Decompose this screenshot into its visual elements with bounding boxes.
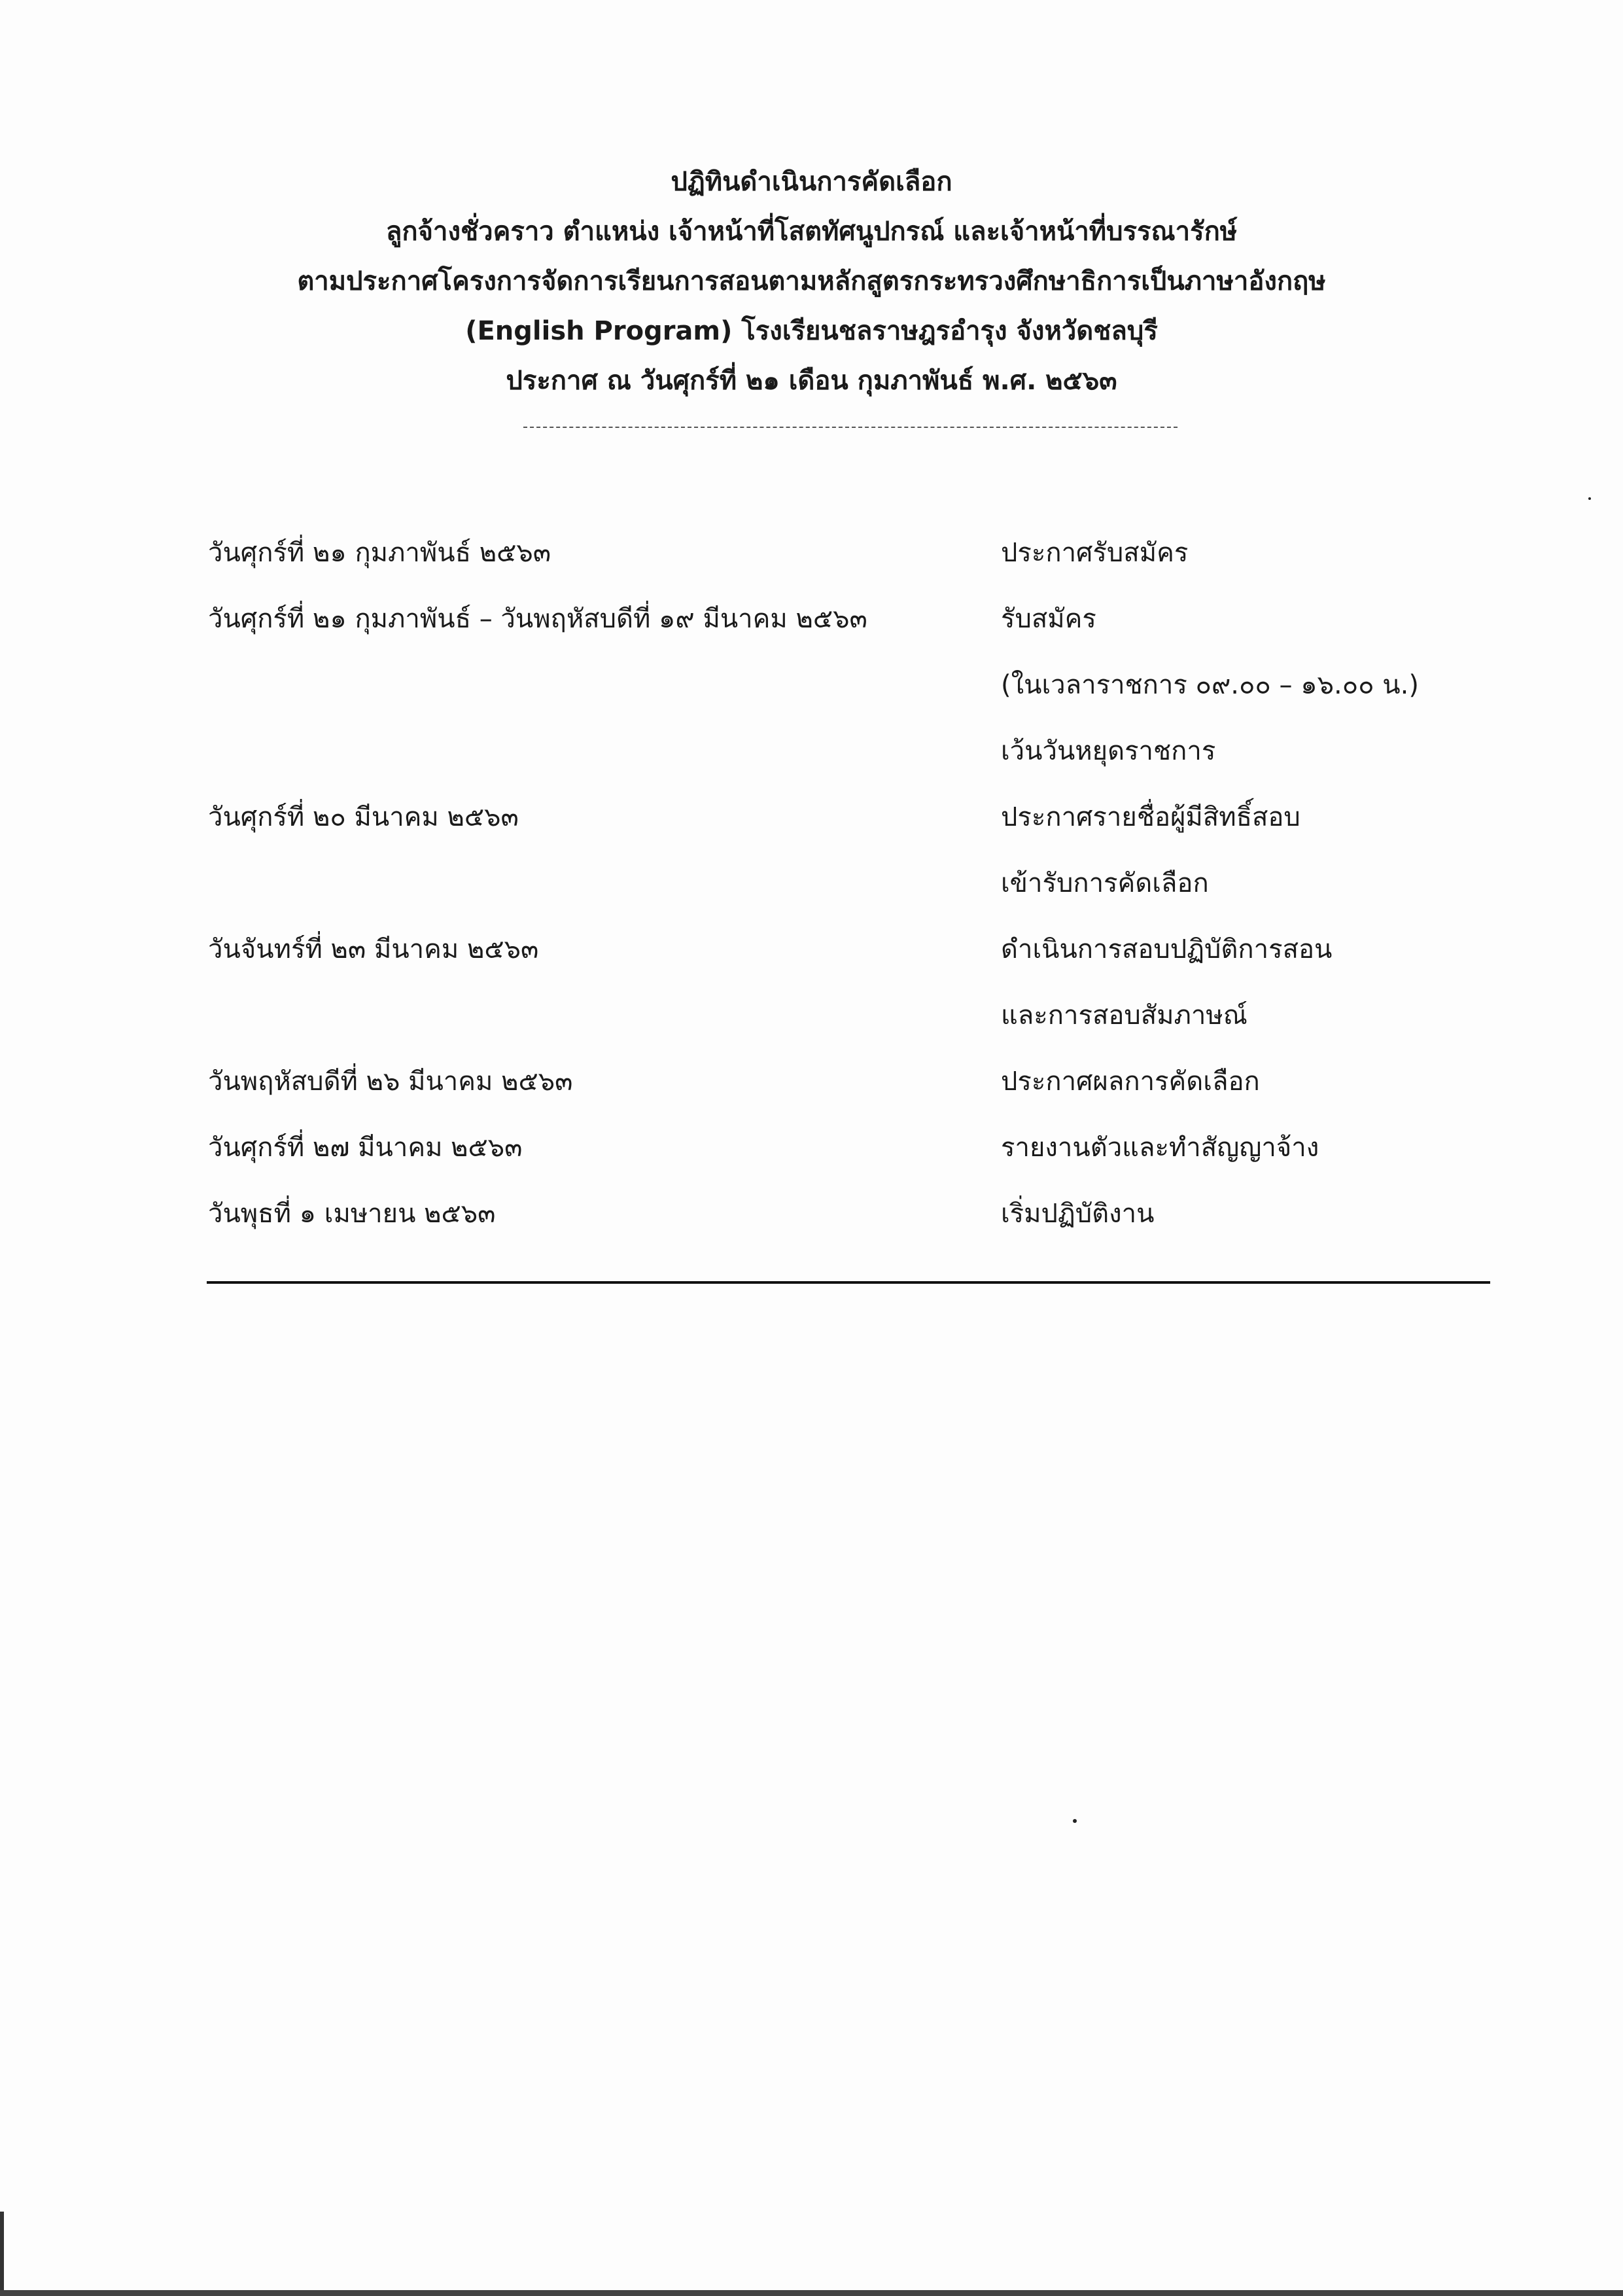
header-announcement: ตามประกาศโครงการจัดการเรียนการสอนตามหลักสูตรกระทรวงศึกษาธิการเป็นภาษาอังกฤษ [297, 266, 1326, 296]
schedule-date: วันจันทร์ที่ ๒๓ มีนาคม ๒๕๖๓ [208, 934, 539, 964]
schedule-row [208, 1118, 1490, 1184]
schedule-activity: ประกาศรายชื่อผู้มีสิทธิ์สอบ [1001, 802, 1300, 832]
schedule-activity: รับสมัคร [1001, 604, 1096, 634]
header-title: ปฏิทินดำเนินการคัดเลือก [671, 167, 952, 197]
schedule-row [208, 1052, 1490, 1118]
schedule-row [208, 986, 1490, 1052]
schedule-activity: และการสอบสัมภาษณ์ [1001, 1000, 1248, 1031]
schedule-row [208, 854, 1490, 920]
schedule-activity: (ในเวลาราชการ ๐๙.๐๐ – ๑๖.๐๐ น.) [1001, 670, 1419, 700]
schedule-activity: รายงานตัวและทำสัญญาจ้าง [1001, 1133, 1319, 1163]
schedule-date: วันศุกร์ที่ ๒๑ กุมภาพันธ์ ๒๕๖๓ [208, 538, 551, 568]
scan-speck [1073, 1819, 1077, 1823]
scan-edge-left [0, 2212, 4, 2296]
header-positions: ลูกจ้างชั่วคราว ตำแหน่ง เจ้าหน้าที่โสตทัศนูปกรณ์ และเจ้าหน้าที่บรรณารักษ์ [385, 217, 1238, 247]
schedule-activity: เข้ารับการคัดเลือก [1001, 868, 1209, 898]
schedule-row [208, 788, 1490, 854]
schedule-date: วันศุกร์ที่ ๒๗ มีนาคม ๒๕๖๓ [208, 1133, 523, 1163]
schedule-row [208, 1184, 1490, 1250]
schedule-row [208, 590, 1490, 656]
dashed-divider [523, 427, 1178, 428]
schedule-row [208, 722, 1490, 788]
header-date: ประกาศ ณ วันศุกร์ที่ ๒๑ เดือน กุมภาพันธ์ พ.ศ. ๒๕๖๓ [506, 366, 1117, 396]
scan-speck [1588, 497, 1591, 500]
document-header [0, 157, 1623, 406]
schedule-date: วันศุกร์ที่ ๒๐ มีนาคม ๒๕๖๓ [208, 802, 519, 832]
schedule-activity: เว้นวันหยุดราชการ [1001, 736, 1216, 766]
schedule-activity: ประกาศรับสมัคร [1001, 538, 1189, 568]
schedule-date: วันพุธที่ ๑ เมษายน ๒๕๖๓ [208, 1199, 496, 1229]
schedule-activity: ดำเนินการสอบปฏิบัติการสอน [1001, 934, 1333, 964]
schedule-activity: เริ่มปฏิบัติงาน [1001, 1199, 1155, 1229]
schedule-date: วันพฤหัสบดีที่ ๒๖ มีนาคม ๒๕๖๓ [208, 1067, 573, 1097]
schedule-table [208, 523, 1490, 1250]
schedule-activity: ประกาศผลการคัดเลือก [1001, 1067, 1260, 1097]
schedule-row [208, 656, 1490, 722]
schedule-row [208, 523, 1490, 590]
scan-edge-bottom [0, 2290, 1623, 2296]
schedule-row [208, 920, 1490, 986]
closing-rule [207, 1281, 1490, 1284]
header-school: (English Program) โรงเรียนชลราษฎรอำรุง จังหวัดชลบุรี [465, 316, 1158, 346]
schedule-date: วันศุกร์ที่ ๒๑ กุมภาพันธ์ – วันพฤหัสบดีที่ ๑๙ มีนาคม ๒๕๖๓ [208, 604, 867, 634]
